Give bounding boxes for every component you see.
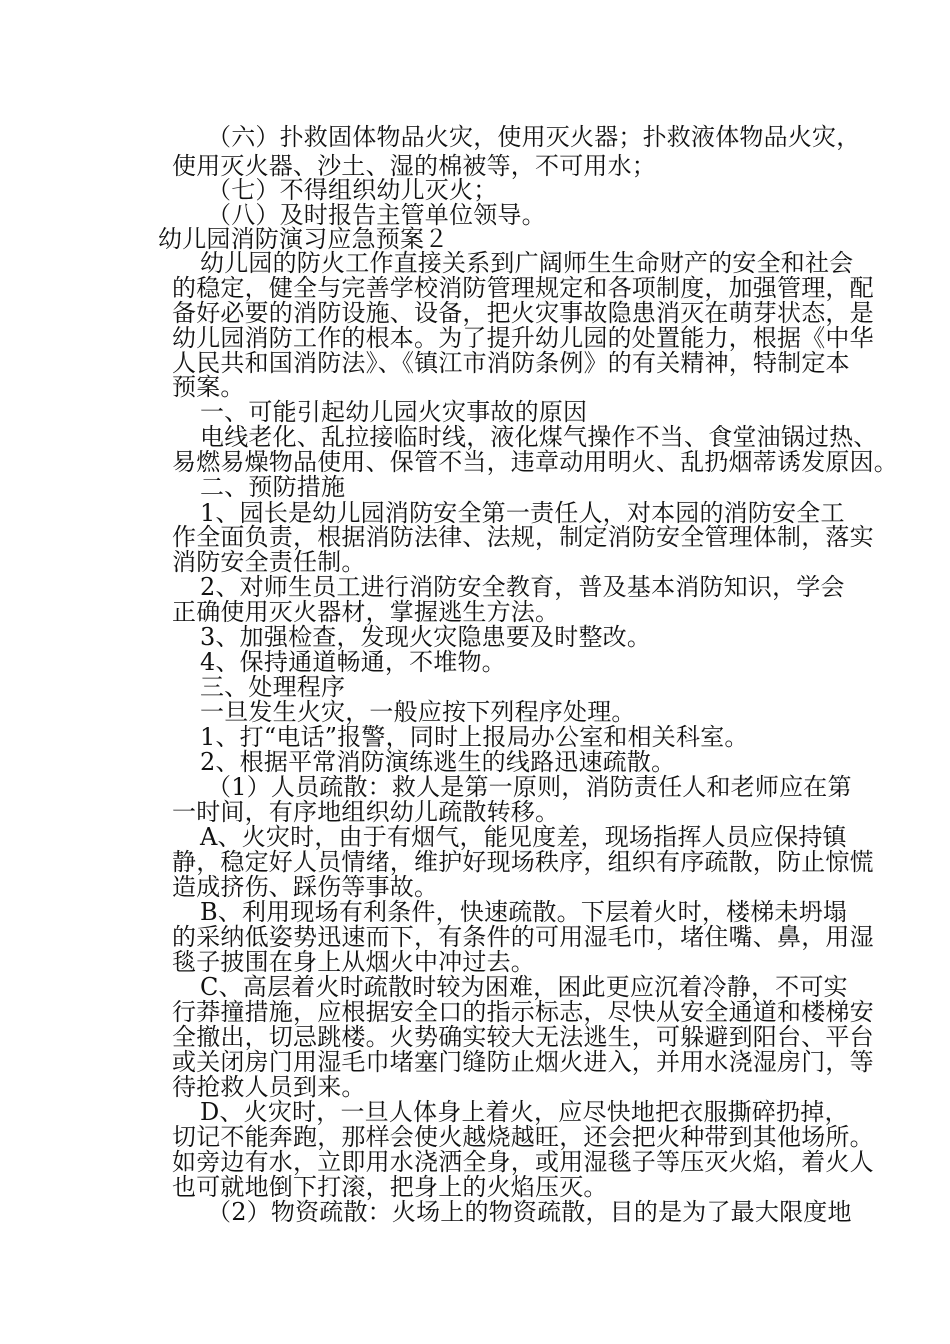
text-line: 一时间，有序地组织幼儿疏散转移。 bbox=[172, 798, 560, 826]
text-line: （2）物资疏散：火场上的物资疏散，目的是为了最大限度地 bbox=[207, 1198, 852, 1226]
text-line: A、火灾时，由于有烟气，能见度差，现场指挥人员应保持镇 bbox=[200, 823, 847, 851]
text-line: 1、打“电话”报警，同时上报局办公室和相关科室。 bbox=[200, 723, 749, 751]
text-line: 全撤出，切忌跳楼。火势确实较大无法逃生，可躲避到阳台、平台 bbox=[172, 1023, 874, 1051]
text-line: （1）人员疏散：救人是第一原则，消防责任人和老师应在第 bbox=[207, 773, 852, 801]
section-heading: 幼儿园消防演习应急预案２ bbox=[158, 225, 449, 253]
text-line: 易燃易燥物品使用、保管不当，违章动用明火、乱扔烟蒂诱发原因。 bbox=[172, 448, 898, 476]
text-line: （八）及时报告主管单位领导。 bbox=[207, 201, 546, 229]
text-line: 也可就地倒下打滚，把身上的火焰压灭。 bbox=[172, 1173, 608, 1201]
text-line: 如旁边有水，立即用水浇洒全身，或用湿毯子等压灭火焰，着火人 bbox=[172, 1148, 874, 1176]
text-line: 消防安全责任制。 bbox=[172, 548, 366, 576]
text-line: 幼儿园消防工作的根本。为了提升幼儿园的处置能力，根据《中华 bbox=[172, 324, 874, 352]
text-line: 幼儿园的防火工作直接关系到广阔师生生命财产的安全和社会 bbox=[200, 249, 854, 277]
text-line: 电线老化、乱拉接临时线，液化煤气操作不当、食堂油锅过热、 bbox=[200, 423, 878, 451]
text-line: 的采纳低姿势迅速而下，有条件的可用湿毛巾，堵住嘴、鼻，用湿 bbox=[172, 923, 874, 951]
text-line: 预案。 bbox=[172, 373, 245, 401]
text-line: （七）不得组织幼儿灭火； bbox=[207, 176, 498, 204]
text-line: （六）扑救固体物品火灾，使用灭火器；扑救液体物品火灾， bbox=[207, 123, 861, 151]
text-line: 静，稳定好人员情绪，维护好现场秩序，组织有序疏散，防止惊慌 bbox=[172, 848, 874, 876]
text-line: 人民共和国消防法》、《镇江市消防条例》的有关精神，特制定本 bbox=[172, 349, 850, 377]
text-line: 2、对师生员工进行消防安全教育，普及基本消防知识，学会 bbox=[200, 573, 845, 601]
subsection-heading: 一、可能引起幼儿园火灾事故的原因 bbox=[200, 398, 588, 426]
text-line: 1、园长是幼儿园消防安全第一责任人，对本园的消防安全工 bbox=[200, 499, 845, 527]
text-line: 2、根据平常消防演练逃生的线路迅速疏散。 bbox=[200, 748, 676, 776]
text-line: 毯子披围在身上从烟火中冲过去。 bbox=[172, 948, 535, 976]
text-line: 备好必要的消防设施、设备，把火灾事故隐患消灭在萌芽状态，是 bbox=[172, 299, 874, 327]
text-line: 4、保持通道畅通，不堆物。 bbox=[200, 648, 506, 676]
subsection-heading: 二、预防措施 bbox=[200, 473, 346, 501]
text-line: 切记不能奔跑，那样会使火越烧越旺，还会把火种带到其他场所。 bbox=[172, 1123, 874, 1151]
text-line: 或关闭房门用湿毛巾堵塞门缝防止烟火进入，并用水浇湿房门，等 bbox=[172, 1048, 874, 1076]
text-line: 一旦发生火灾，一般应按下列程序处理。 bbox=[200, 698, 636, 726]
text-line: B、利用现场有利条件，快速疏散。下层着火时，楼梯未坍塌 bbox=[200, 898, 848, 926]
text-line: 3、加强检查，发现火灾隐患要及时整改。 bbox=[200, 623, 652, 651]
text-line: C、高层着火时疏散时较为困难，困此更应沉着冷静，不可实 bbox=[200, 973, 848, 1001]
text-line: 作全面负责，根据消防法律、法规，制定消防安全管理体制，落实 bbox=[172, 523, 874, 551]
text-line: 造成挤伤、踩伤等事故。 bbox=[172, 873, 439, 901]
text-line: 行莽撞措施，应根据安全口的指示标志，尽快从安全通道和楼梯安 bbox=[172, 998, 874, 1026]
text-line: 的稳定，健全与完善学校消防管理规定和各项制度，加强管理，配 bbox=[172, 274, 874, 302]
text-line: D、火灾时，一旦人体身上着火，应尽快地把衣服撕碎扔掉， bbox=[200, 1098, 849, 1126]
text-line: 待抢救人员到来。 bbox=[172, 1073, 366, 1101]
text-line: 正确使用灭火器材，掌握逃生方法。 bbox=[172, 598, 560, 626]
subsection-heading: 三、处理程序 bbox=[200, 673, 346, 701]
text-line: 使用灭火器、沙土、湿的棉被等，不可用水； bbox=[172, 152, 656, 180]
